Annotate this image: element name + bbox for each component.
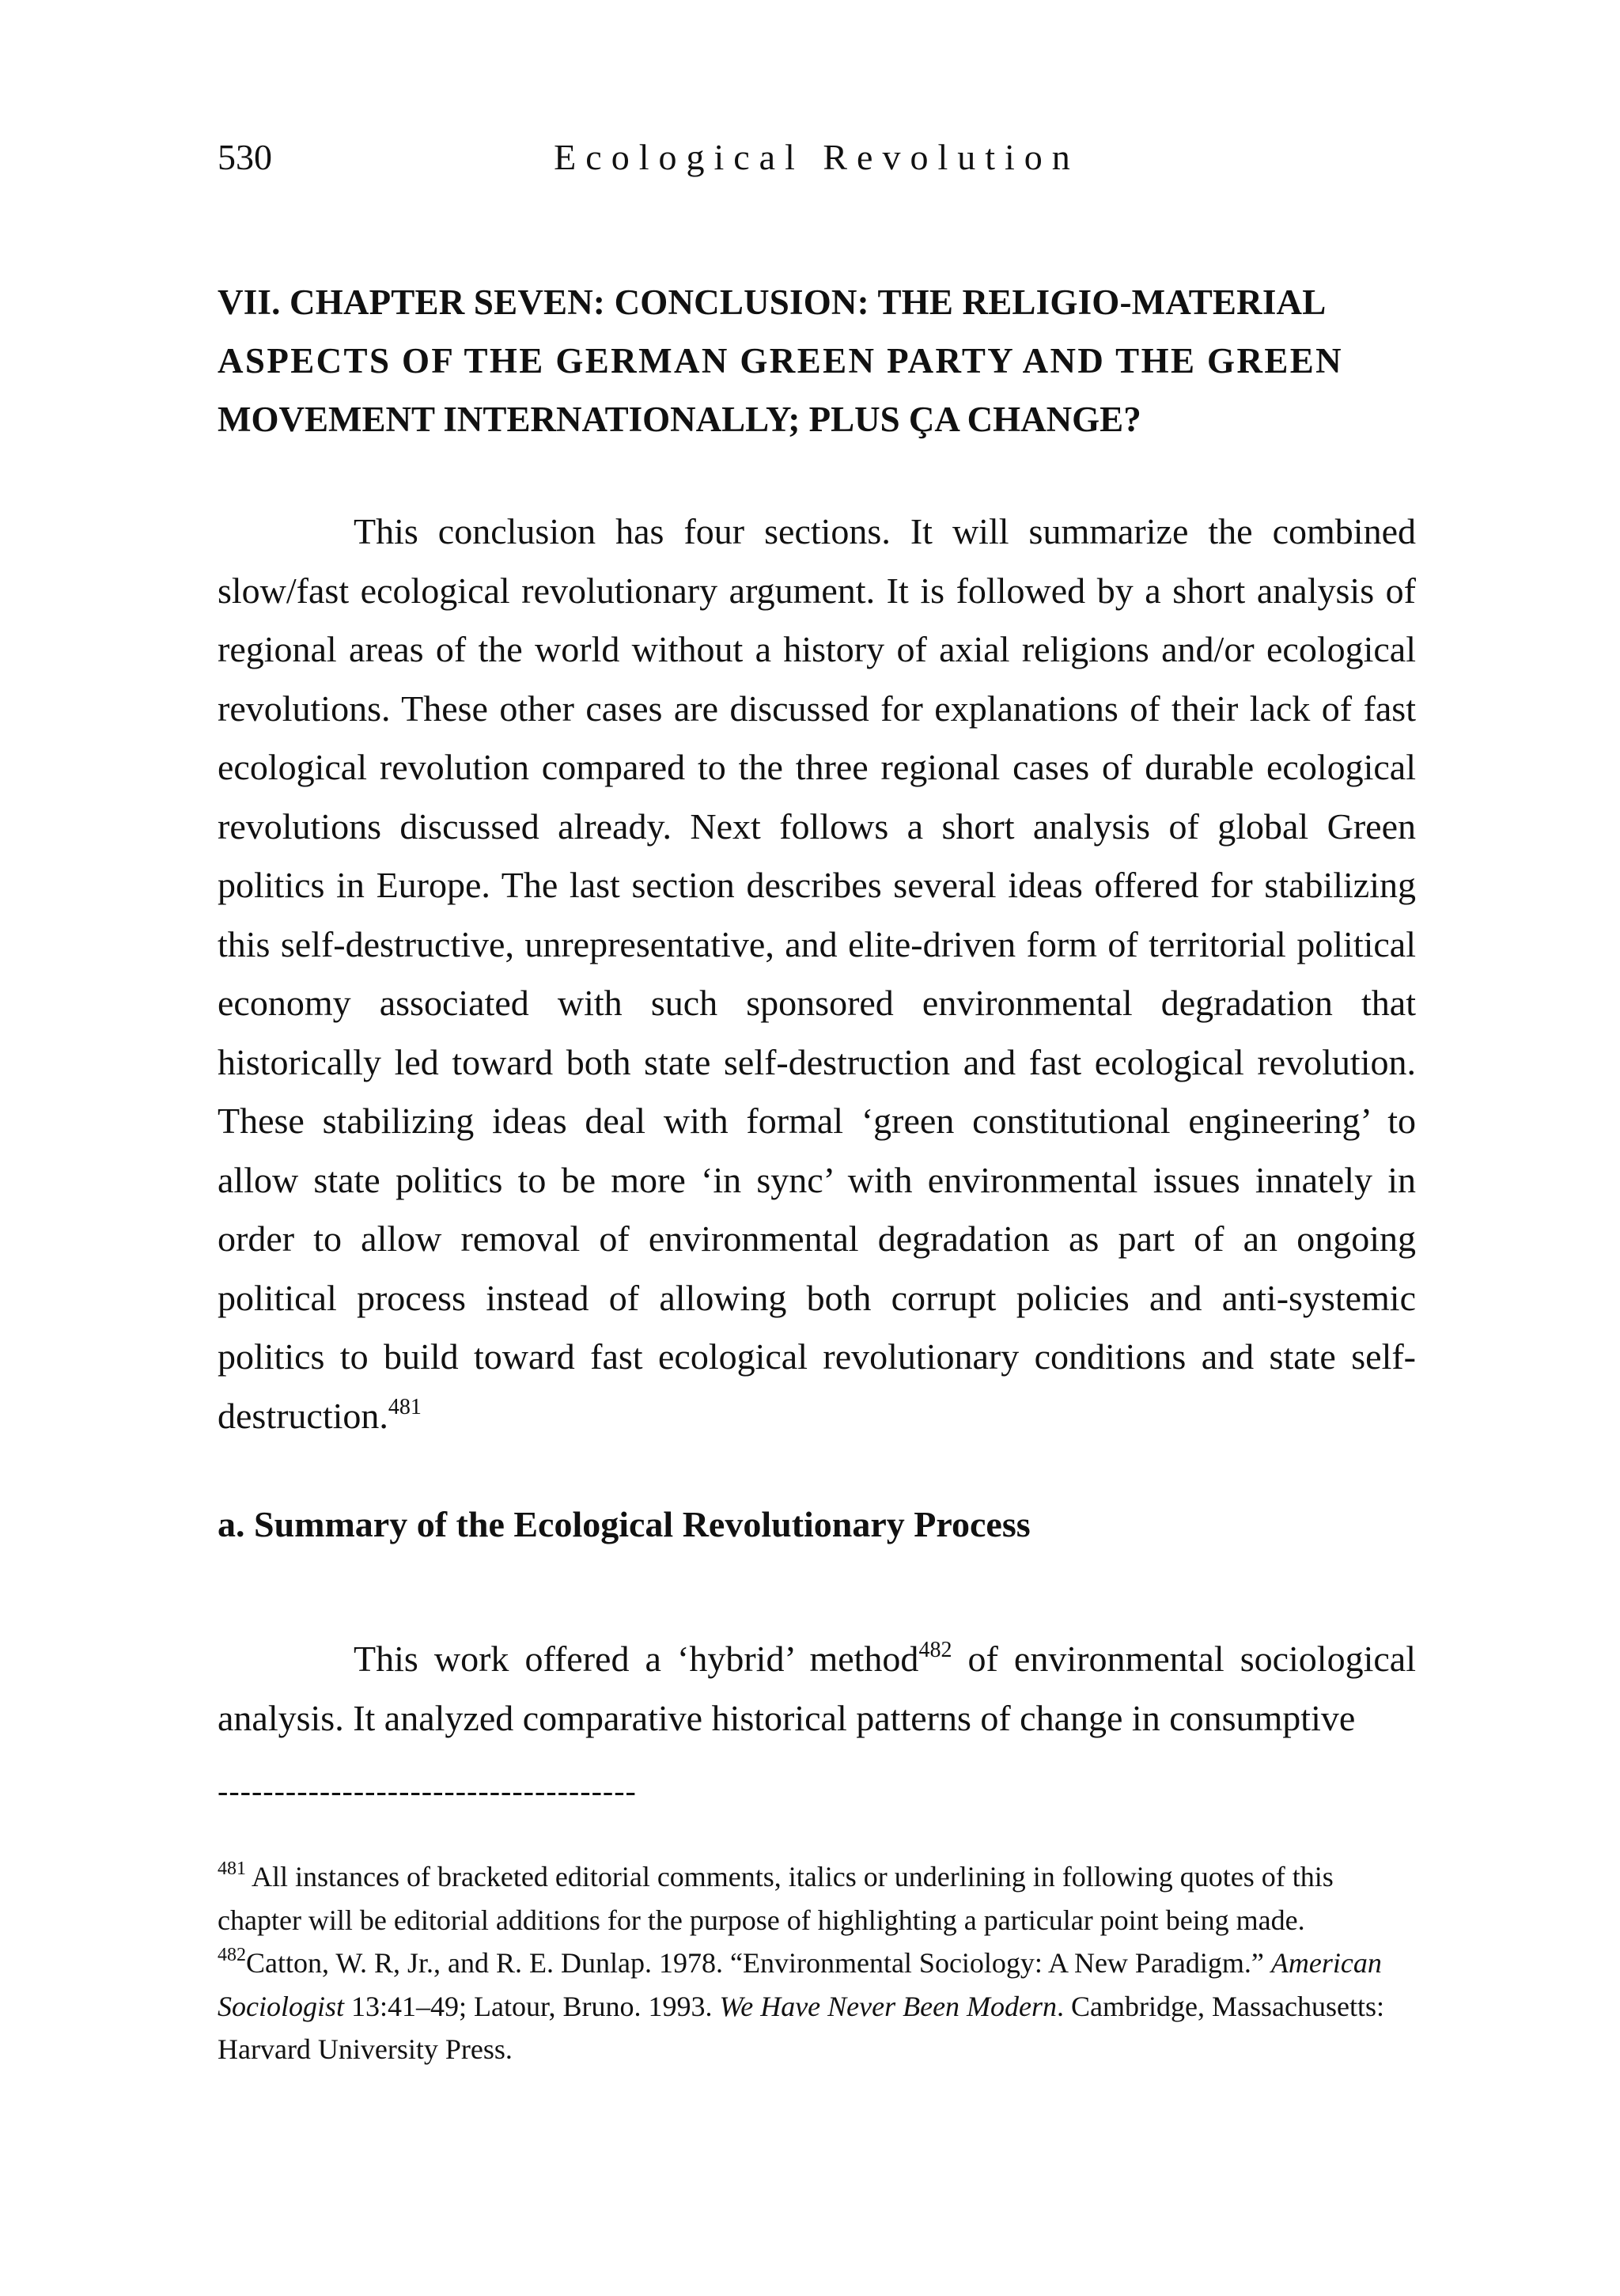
intro-paragraph-text: This conclusion has four sections. It will summarize the combined slow/fast ecological revolutionary argument. It is followed by a short analysis of regional areas of the world without a history of axial religions and/or ecological revolutions. These other cases are discussed for explanations of their lack of fast ecological revolution compared to the three regional cases of durable ecological revolutions discussed already. Next follows a short analysis of global Green politics in Europe. The last section describes several ideas offered for stabilizing this self-destructive, unrepresentative, and elite-driven form of territorial political economy associated with such sponsored environmental degradation that historically led toward both state self-destruction and fast ecological revolution. These stabilizing ideas deal with formal ‘green constitutional engineering’ to allow state politics to be more ‘in sync’ with environmental issues innately in order to allow removal of environmental degradation as part of an ongoing political process instead of allowing both corrupt policies and anti-systemic politics to build toward fast ecological revolutionary conditions and state self-destruction.: [218, 511, 1416, 1436]
chapter-heading: [218, 273, 1416, 449]
page-number: 530: [218, 137, 272, 177]
footnote-number: 482: [218, 1945, 246, 1965]
footnote-text: All instances of bracketed editorial comments, italics or underlining in following quotes of this chapter will be editorial additions for the purpose of highlighting a particular point being made.: [218, 1861, 1334, 1936]
chapter-heading-line-2: ASPECTS OF THE GERMAN GREEN PARTY AND THE GREEN: [218, 341, 1344, 381]
running-title: Ecological Revolution: [554, 137, 1080, 177]
footnote-text-part: Catton, W. R, Jr., and R. E. Dunlap. 1978. “Environmental Sociology: A New Paradigm.”: [246, 1947, 1271, 1979]
running-head: [218, 136, 1416, 191]
footnote-text-part: . Cambridge, Massachusetts: Harvard University Press.: [218, 1990, 1384, 2065]
section-heading: a. Summary of the Ecological Revolutionary Process: [218, 1504, 1031, 1544]
summary-paragraph-text-end: of environmental sociological analysis. It analyzed comparative historical patterns of change in consumptive: [218, 1639, 1416, 1738]
summary-paragraph-text-start: This work offered a ‘hybrid’ method: [354, 1639, 919, 1679]
chapter-heading-line-3: MOVEMENT INTERNATIONALLY; PLUS ÇA CHANGE?: [218, 400, 1141, 439]
footnote-482: [218, 1942, 1416, 2071]
summary-paragraph: [218, 1630, 1416, 1748]
intro-paragraph: [218, 502, 1416, 1445]
footnotes: [218, 1855, 1416, 2071]
chapter-heading-line-1: VII. CHAPTER SEVEN: CONCLUSION: THE RELIGIO-MATERIAL: [218, 282, 1327, 322]
journal-title: American Sociologist: [218, 1947, 1382, 2022]
book-title: We Have Never Been Modern: [719, 1990, 1058, 2022]
footnote-481: [218, 1855, 1416, 1942]
footnote-number: 481: [218, 1858, 246, 1879]
footnote-text-part: 13:41–49; Latour, Bruno. 1993.: [344, 1990, 720, 2022]
footnote-ref-482: 482: [918, 1638, 952, 1662]
footnote-separator: -------------------------------------: [218, 1773, 637, 1809]
footnote-ref-481: 481: [388, 1394, 422, 1419]
